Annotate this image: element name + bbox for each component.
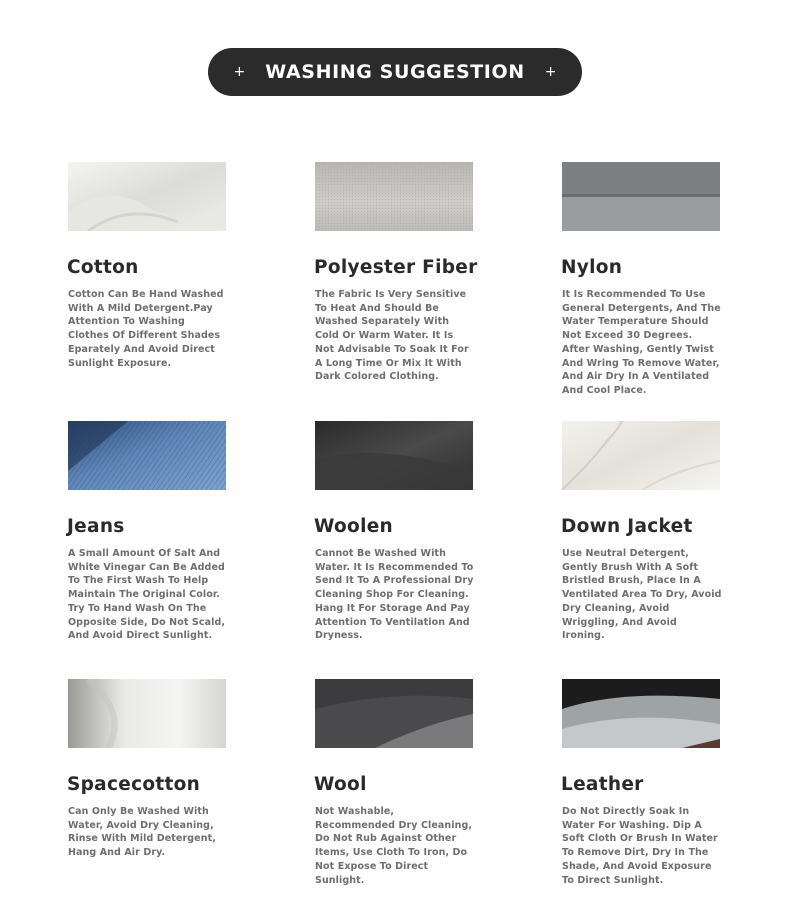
plus-icon-left: + xyxy=(233,64,246,80)
fabric-name: Woolen xyxy=(314,516,394,537)
fabric-description: Can Only Be Washed With Water, Avoid Dry Cleaning, Rinse With Mild Detergent, Hang And Air Dry. xyxy=(68,806,216,859)
cotton-fabric-image xyxy=(68,162,226,231)
fabric-card-woolen xyxy=(315,421,475,643)
fabric-description: Cannot Be Washed With Water. It Is Recommended To Send It To A Professional Dry Cleaning Shop For Cleaning. Hang It For Storage And Pay Attention To Ventilation And Dryness. xyxy=(315,548,474,642)
fabric-name: Leather xyxy=(561,774,644,795)
fabric-card-cotton xyxy=(68,162,228,370)
fabric-name: Jeans xyxy=(67,516,125,537)
fabric-description: It Is Recommended To Use General Detergents, And The Water Temperature Should Not Exceed 30 Degrees. After Washing, Gently Twist And Wring To Remove Water, And Air Dry In A Ventilated And Cool Place. xyxy=(562,289,721,396)
fabric-card-polyester-fiber xyxy=(314,162,478,384)
fabric-description: A Small Amount Of Salt And White Vinegar Can Be Added To The First Wash To Help Maintain The Original Color. Try To Hand Wash On The Opposite Side, Do Not Scald, And Avoid Direct Sunlight. xyxy=(68,548,226,642)
fabric-card-down-jacket xyxy=(562,421,722,643)
fabric-card-leather xyxy=(562,679,722,887)
down-jacket-fabric-image xyxy=(562,421,720,490)
woolen-fabric-image xyxy=(315,421,473,490)
fabric-card-spacecotton xyxy=(68,679,228,860)
fabric-name: Spacecotton xyxy=(67,774,201,795)
nylon-fabric-image xyxy=(562,162,720,231)
fabric-name: Cotton xyxy=(67,257,139,278)
fabric-name: Polyester Fiber xyxy=(314,257,478,278)
fabric-description: Not Washable, Recommended Dry Cleaning, Do Not Rub Against Other Items, Use Cloth To Iron, Do Not Expose To Direct Sunlight. xyxy=(315,806,473,886)
fabric-card-jeans xyxy=(68,421,228,643)
polyester-fabric-image xyxy=(315,162,473,231)
leather-fabric-image xyxy=(562,679,720,748)
fabric-description: Use Neutral Detergent, Gently Brush With A Soft Bristled Brush, Place In A Ventilated Area To Dry, Avoid Dry Cleaning, Avoid Wriggling, And Avoid Ironing. xyxy=(562,548,722,642)
banner-title: WASHING SUGGESTION xyxy=(265,61,525,83)
spacecotton-fabric-image xyxy=(68,679,226,748)
fabric-name: Down Jacket xyxy=(561,516,693,537)
jeans-fabric-image xyxy=(68,421,226,490)
fabric-description: The Fabric Is Very Sensitive To Heat And Should Be Washed Separately With Cold Or Warm Water. It Is Not Advisable To Soak It For A Long Time Or Mix It With Dark Colored Clothing. xyxy=(315,289,469,383)
fabric-description: Do Not Directly Soak In Water For Washing. Dip A Soft Cloth Or Brush In Water To Remove Dirt, Dry In The Shade, And Avoid Exposure To Direct Sunlight. xyxy=(562,806,718,886)
fabric-card-wool xyxy=(315,679,475,887)
wool-fabric-image xyxy=(315,679,473,748)
fabric-card-nylon xyxy=(562,162,722,398)
fabric-description: Cotton Can Be Hand Washed With A Mild Detergent.Pay Attention To Washing Clothes Of Different Shades Eparately And Avoid Direct Sunlight Exposure. xyxy=(68,289,224,369)
plus-icon-right: + xyxy=(544,64,557,80)
fabric-name: Wool xyxy=(314,774,367,795)
fabric-name: Nylon xyxy=(561,257,623,278)
